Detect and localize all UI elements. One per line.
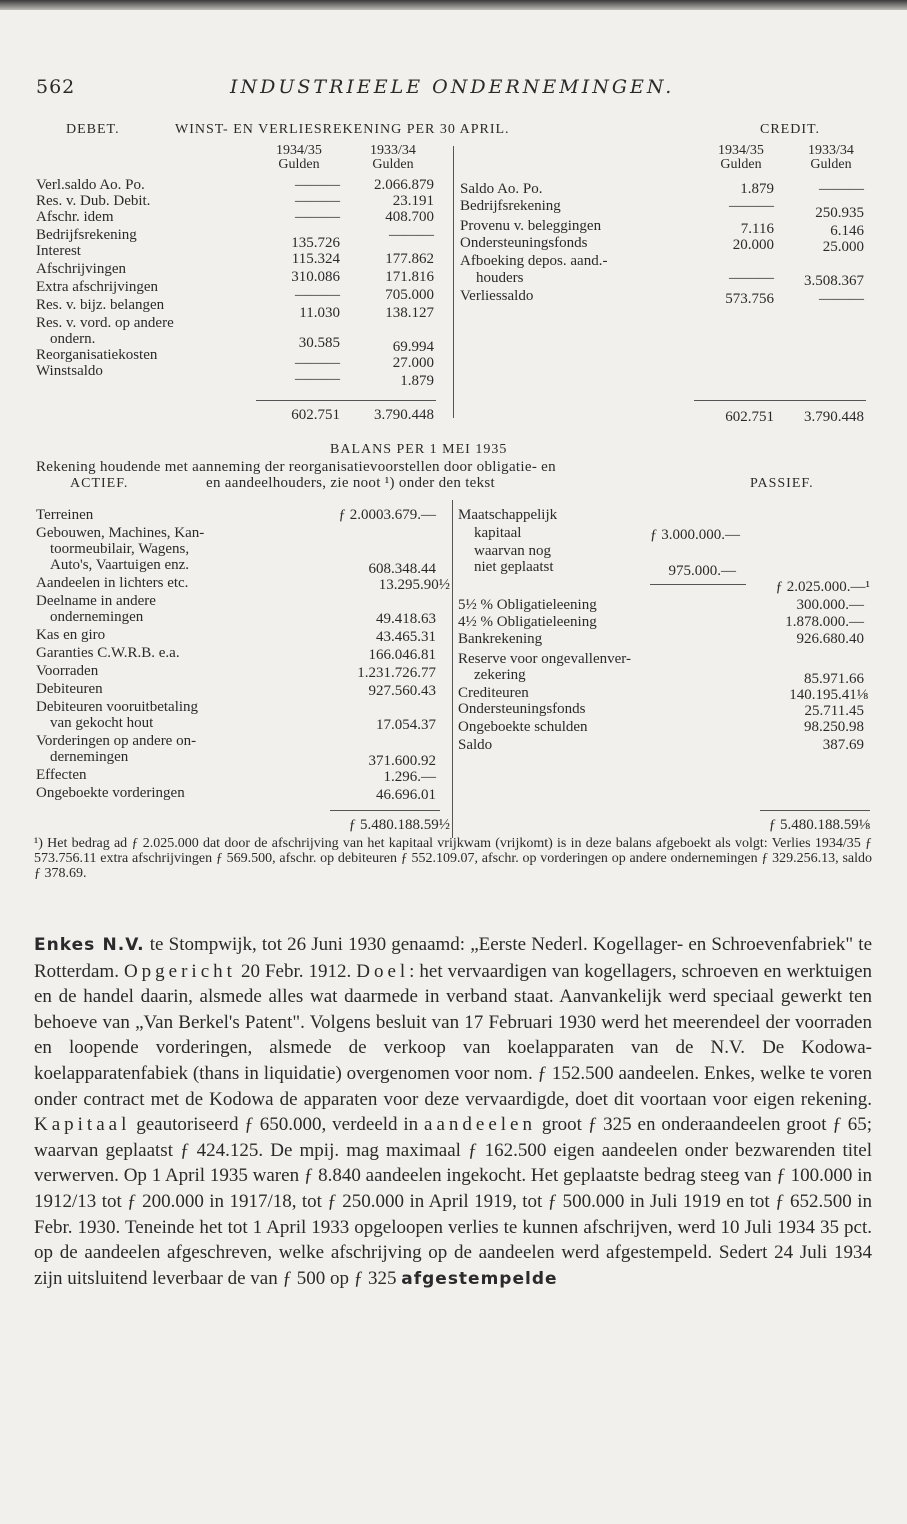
list-item-value: 85.971.66 — [804, 671, 864, 687]
liabilities-total-rule — [760, 810, 870, 811]
article-text: te Stompwijk, tot 26 Juni 1930 genaamd: „Eerste Nederl. Kogellager- en Schroevenfabriek" te Rotterdam. — [34, 934, 873, 982]
list-item-value: 387.69 — [822, 737, 864, 753]
list-item: Garanties C.W.R.B. e.a. — [36, 645, 180, 661]
table-row-label: Provenu v. beleggingen — [460, 218, 602, 234]
table-cell: ——— — [295, 177, 340, 193]
list-item: waarvan nog — [474, 543, 552, 559]
list-item-value: 13.295.90½ — [378, 577, 450, 593]
table-cell: ——— — [295, 287, 340, 303]
list-item-value: ƒ 2.0003.679.— — [338, 507, 436, 523]
list-item-value: 608.348.44 — [368, 561, 436, 577]
table-cell: 310.086 — [291, 269, 340, 285]
list-item: van gekocht hout — [50, 715, 154, 731]
table-cell: 2.066.879 — [374, 177, 434, 193]
list-item: Reserve voor ongevallenver- — [458, 651, 631, 667]
table-row-label: Verliessaldo — [460, 288, 534, 304]
list-item-value: ƒ 3.000.000.— — [650, 527, 740, 543]
table-row-label: Ondersteuningsfonds — [460, 235, 588, 251]
assets-total: ƒ 5.480.188.59½ — [348, 817, 450, 833]
table-cell: 11.030 — [299, 305, 340, 321]
list-item: Vorderingen op andere on- — [36, 733, 197, 749]
table-row-label: Bedrijfsrekening — [460, 198, 561, 214]
list-item: Crediteuren — [458, 685, 529, 701]
passief-label: PASSIEF. — [750, 476, 814, 491]
list-item-value: 98.250.98 — [804, 719, 864, 735]
balance-note-line-2: en aandeelhouders, zie noot ¹) onder den tekst — [206, 475, 496, 491]
credit-label: CREDIT. — [760, 122, 821, 137]
table-row-label: Res. v. bijz. belangen — [36, 297, 165, 313]
table-cell: 25.000 — [822, 239, 864, 255]
list-item-value: 43.465.31 — [376, 629, 436, 645]
list-item: Saldo — [458, 737, 493, 753]
list-item: Kas en giro — [36, 627, 106, 643]
list-item: 5½ % Obligatieleening — [458, 597, 597, 613]
company-name: Enkes N.V. — [34, 935, 145, 955]
list-item: Voorraden — [36, 663, 99, 679]
table-cell: ——— — [729, 198, 774, 214]
debit-col-a-year: 1934/35 — [276, 143, 322, 158]
table-cell: 23.191 — [392, 193, 434, 209]
list-item-value: 25.711.45 — [804, 703, 864, 719]
balance-center-rule — [452, 500, 453, 838]
list-item-value: 300.000.— — [796, 597, 864, 613]
table-cell: 3.508.367 — [804, 273, 864, 289]
list-item: Terreinen — [36, 507, 94, 523]
table-row-label: ondern. — [50, 331, 96, 347]
share-capital-net: ƒ 2.025.000.—¹ — [775, 579, 870, 595]
list-item: Ondersteuningsfonds — [458, 701, 586, 717]
list-item: niet geplaatst — [474, 559, 554, 575]
list-item-value: 927.560.43 — [368, 683, 436, 699]
table-cell: ——— — [295, 371, 340, 387]
list-item: dernemingen — [50, 749, 129, 765]
table-cell: 138.127 — [385, 305, 434, 321]
article-paragraph — [34, 932, 872, 1292]
table-row-label: Afschrijvingen — [36, 261, 126, 277]
table-cell: 30.585 — [298, 335, 340, 351]
table-cell: 135.726 — [291, 235, 340, 251]
list-item: 4½ % Obligatieleening — [458, 614, 597, 630]
table-row-label: Winstsaldo — [36, 363, 103, 379]
assets-total-rule — [330, 810, 440, 811]
list-item-value: 1.296.— — [383, 769, 436, 785]
article-keyword: Opgericht — [123, 960, 236, 982]
list-item: Ongeboekte schulden — [458, 719, 588, 735]
table-cell: 177.862 — [385, 251, 434, 267]
table-cell: ——— — [729, 270, 774, 286]
table-cell: 1.879 — [400, 373, 434, 389]
actief-label: ACTIEF. — [70, 476, 129, 491]
table-row-label: Res. v. vord. op andere — [36, 315, 174, 331]
table-row-label: houders — [476, 270, 524, 286]
list-item: kapitaal — [474, 525, 522, 541]
debit-total-a: 602.751 — [291, 407, 340, 423]
table-cell: 250.935 — [815, 205, 864, 221]
table-cell: 408.700 — [385, 209, 434, 225]
table-cell: 69.994 — [392, 339, 434, 355]
table-cell: ——— — [819, 291, 864, 307]
table-row-label: Interest — [36, 243, 81, 259]
table-cell: 115.324 — [291, 251, 340, 267]
table-row-label: Res. v. Dub. Debit. — [36, 193, 151, 209]
article-text: 20 Febr. 1912. — [235, 960, 357, 982]
list-item: Effecten — [36, 767, 87, 783]
article-text: groot ƒ 325 en onderaandeelen groot ƒ 65; waarvan geplaatst ƒ 424.125. De mpij. mag maximaal ƒ 162.500 eigen aandeelen onder bezwarenden titel verwerven. Op 1 April 1935 waren ƒ 8.840 aandeelen ingekocht. Het geplaatste bedrag steeg van ƒ 100.000 in 1912/13 tot ƒ 200.000 in 1917/18, tot ƒ 250.000 in April 1919, tot ƒ 500.000 in Juli 1919 en tot ƒ 652.500 in Febr. 1930. Teneinde het tot 1 April 1933 opgeloopen verlies te kunnen afschrijven, werd 10 Juli 1934 35 pct. op de aandeelen afgeschreven, welke afschrijving op de aandeelen werd afgestempeld. Sedert 24 Juli 1934 zijn uitsluitend leverbaar de van ƒ 500 op ƒ 325 — [34, 1114, 872, 1289]
table-cell: 7.116 — [740, 221, 774, 237]
list-item: Bankrekening — [458, 631, 543, 647]
table-cell: 171.816 — [385, 269, 434, 285]
article-keyword: aandeelen — [424, 1114, 536, 1136]
article-keyword: Doel — [356, 960, 410, 982]
list-item: zekering — [474, 667, 526, 683]
table-row-label: Bedrijfsrekening — [36, 227, 137, 243]
list-item-value: 17.054.37 — [376, 717, 436, 733]
liabilities-total: ƒ 5.480.188.59⅛ — [768, 817, 870, 833]
debit-col-a-unit: Gulden — [278, 157, 320, 172]
debit-col-b-year: 1933/34 — [370, 143, 416, 158]
list-item: Debiteuren — [36, 681, 103, 697]
list-item-value: 975.000.— — [668, 563, 736, 579]
list-item: Auto's, Vaartuigen enz. — [50, 557, 190, 573]
list-item: Gebouwen, Machines, Kan- — [36, 525, 205, 541]
credit-col-b-year: 1933/34 — [808, 143, 854, 158]
table-cell: ——— — [295, 209, 340, 225]
list-item: Debiteuren vooruitbetaling — [36, 699, 199, 715]
credit-col-a-unit: Gulden — [720, 157, 762, 172]
running-title: INDUSTRIEELE ONDERNEMINGEN. — [230, 76, 675, 98]
article-text: : het vervaardigen van kogellagers, schroeven en werktuigen en de handel daarin, alsmede alles wat daarmede in verband staat. Aanvankelijk werd speciaal gewerkt ten behoeve van „Van Berkel's Patent". Volgens besluit van 17 Februari 1930 werd het meerendeel der voorraden en loopende vorderingen, alsmede de verkoop van koelapparaten van de N.V. De Kodowa-koelapparatenfabiek (thans in liquidatie) overgenomen voor nom. ƒ 152.500 aandeelen. Enkes, welke te voren onder contract met de Kodowa de apparaten voor deze vervaardigde, doet dit voortaan voor eigen rekening. — [34, 960, 872, 1110]
balance-title: BALANS PER 1 MEI 1935 — [330, 442, 508, 457]
footnote: ¹) Het bedrag ad ƒ 2.025.000 dat door de afschrijving van het kapitaal vrijkwam (vrijkomt) is in deze balans afgeboekt als volgt: Verlies 1934/35 ƒ 573.756.11 extra afschrijvingen ƒ 569.500, afschr. op debiteuren ƒ 552.109.07, afschr. op vorderingen op andere ondernemingen ƒ 329.256.13, saldo ƒ 378.69. — [34, 836, 872, 881]
table-cell: ——— — [295, 355, 340, 371]
table-cell: ——— — [819, 181, 864, 197]
table-row-label: Afschr. idem — [36, 209, 114, 225]
list-item-value: 926.680.40 — [796, 631, 864, 647]
table-row-label: Saldo Ao. Po. — [460, 181, 543, 197]
article-keyword: Kapitaal — [34, 1114, 131, 1136]
debit-col-b-unit: Gulden — [372, 157, 414, 172]
table-cell: 705.000 — [385, 287, 434, 303]
table-cell: 27.000 — [392, 355, 434, 371]
credit-total-a: 602.751 — [725, 409, 774, 425]
debit-total-b: 3.790.448 — [374, 407, 434, 423]
table-cell: 20.000 — [732, 237, 774, 253]
table-cell: 6.146 — [830, 223, 864, 239]
list-item: toormeubilair, Wagens, — [50, 541, 190, 557]
credit-col-b-unit: Gulden — [810, 157, 852, 172]
company-article — [34, 932, 872, 1292]
table-row-label: Reorganisatiekosten — [36, 347, 158, 363]
list-item: Aandeelen in lichters etc. — [36, 575, 189, 591]
table-cell: ——— — [295, 193, 340, 209]
list-item: ondernemingen — [50, 609, 144, 625]
list-item-value: 49.418.63 — [376, 611, 436, 627]
credit-total-b: 3.790.448 — [804, 409, 864, 425]
list-item: Maatschappelijk — [458, 507, 558, 523]
balance-note-line: Rekening houdende met aanneming der reorganisatievoorstellen door obligatie- en — [36, 459, 556, 475]
list-item-value: 140.195.41⅛ — [789, 687, 868, 703]
list-item: Deelname in andere — [36, 593, 156, 609]
table-row-label: Extra afschrijvingen — [36, 279, 159, 295]
list-item-value: 1.231.726.77 — [357, 665, 436, 681]
table-cell: 573.756 — [725, 291, 774, 307]
list-item-value: 46.696.01 — [376, 787, 436, 803]
list-item-value: 371.600.92 — [368, 753, 436, 769]
pl-title: WINST- EN VERLIESREKENING PER 30 APRIL. — [175, 122, 510, 137]
page-number: 562 — [36, 76, 76, 98]
list-item-value: 166.046.81 — [368, 647, 436, 663]
table-row-label: Verl.saldo Ao. Po. — [36, 177, 145, 193]
credit-col-a-year: 1934/35 — [718, 143, 764, 158]
list-item-value: 1.878.000.— — [785, 614, 864, 630]
table-cell: 1.879 — [740, 181, 774, 197]
article-text: geautoriseerd ƒ 650.000, verdeeld in — [130, 1114, 425, 1136]
list-item: Ongeboekte vorderingen — [36, 785, 185, 801]
article-tail: afgestempelde — [401, 1268, 558, 1289]
debit-label: DEBET. — [66, 122, 120, 137]
table-cell: ——— — [389, 227, 434, 243]
table-row-label: Afboeking depos. aand.- — [460, 253, 608, 269]
